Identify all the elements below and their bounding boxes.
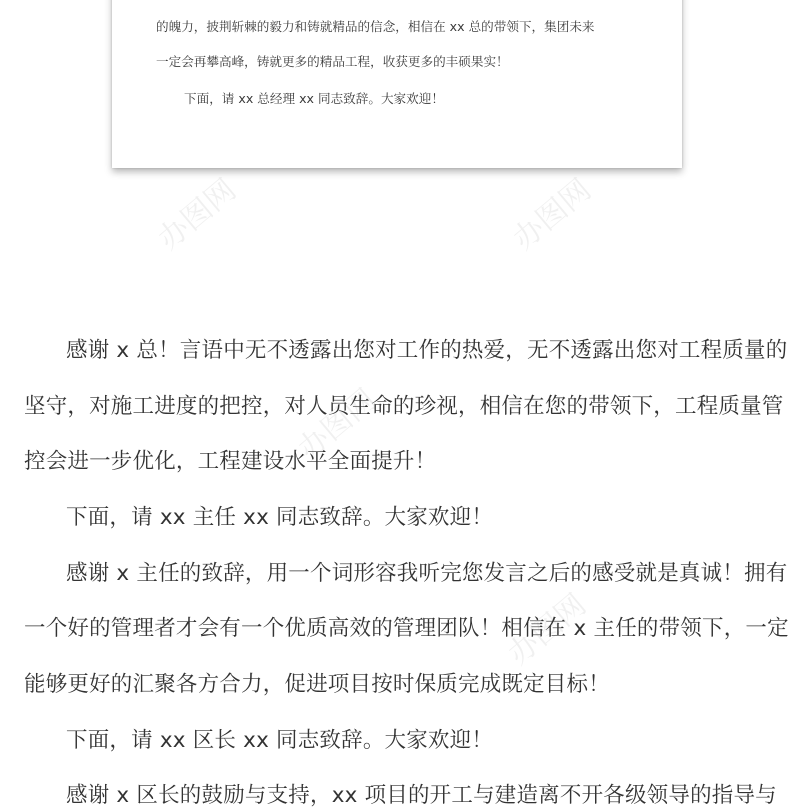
card-paragraph-line: 的魄力，披荆斩棘的毅力和铸就精品的信念，相信在 xx 总的带领下，集团未来 (156, 19, 595, 34)
paragraph-line: 坚守，对施工进度的把控，对人员生命的珍视，相信在您的带领下，工程质量管 (24, 394, 784, 419)
watermark-logo: 办图网 (501, 587, 593, 673)
card-paragraph-line: 一定会再攀高峰，铸就更多的精品工程，收获更多的丰硕果实！ (156, 54, 509, 69)
paragraph-line: 一个好的管理者才会有一个优质高效的管理团队！相信在 x 主任的带领下，一定 (24, 616, 789, 641)
watermark-logo: 办图网 (506, 172, 598, 258)
paragraph-line: 下面，请 xx 主任 xx 同志致辞。大家欢迎！ (66, 505, 494, 530)
paragraph-line: 感谢 x 区长的鼓励与支持，xx 项目的开工与建造离不开各级领导的指导与 (66, 783, 777, 808)
paragraph-line: 控会进一步优化，工程建设水平全面提升！ (24, 449, 437, 474)
document-page-card (112, 0, 682, 168)
paragraph-line: 下面，请 xx 区长 xx 同志致辞。大家欢迎！ (66, 728, 494, 753)
card-paragraph-line: 下面，请 xx 总经理 xx 同志致辞。大家欢迎！ (184, 91, 444, 106)
watermark-logo: 办图网 (151, 172, 243, 258)
paragraph-line: 感谢 x 总！言语中无不透露出您对工作的热爱，无不透露出您对工程质量的 (66, 338, 788, 363)
watermark-logo: 办图网 (291, 382, 383, 468)
paragraph-line: 能够更好的汇聚各方合力，促进项目按时保质完成既定目标！ (24, 672, 610, 697)
paragraph-line: 感谢 x 主任的致辞，用一个词形容我听完您发言之后的感受就是真诚！拥有 (66, 561, 788, 586)
